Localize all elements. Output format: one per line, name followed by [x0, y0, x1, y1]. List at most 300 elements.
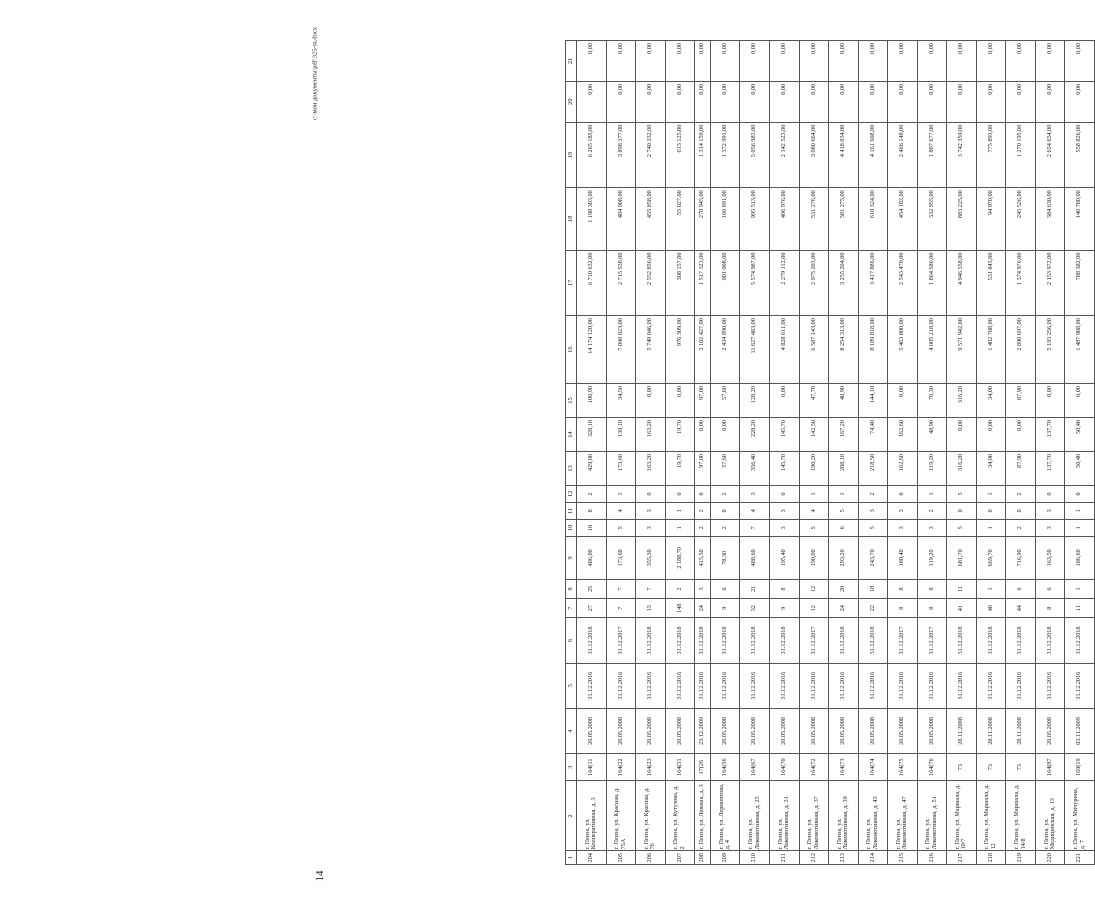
address-cell: г. Пенза, ул. Леваша, д. 3: [695, 781, 711, 851]
table-cell: 1: [665, 519, 695, 536]
table-cell: 3: [695, 579, 711, 598]
table-cell: 119,20: [917, 536, 947, 579]
table-cell: 139,10: [606, 418, 636, 452]
table-cell: 20.05.2008: [665, 708, 695, 753]
table-cell: 316,20: [947, 451, 977, 485]
table-cell: 164(76: [917, 754, 947, 781]
table-cell: 215: [888, 851, 918, 865]
table-cell: 24: [695, 599, 711, 618]
address-cell: г. Пенза, ул. Локомотивная, д. 51: [917, 781, 947, 851]
table-cell: 0,00: [858, 41, 888, 82]
table-cell: 1: [829, 485, 859, 502]
table-cell: 2: [710, 519, 740, 536]
column-header: 9: [566, 536, 577, 579]
table-cell: 0: [695, 485, 711, 502]
table-cell: 2: [917, 502, 947, 519]
table-cell: 142,50: [799, 418, 829, 452]
table-cell: 31.12.2018: [577, 618, 607, 663]
table-cell: 8 189 818,00: [858, 316, 888, 384]
table-cell: 164(67: [740, 754, 770, 781]
table-cell: 6 710 632,00: [577, 250, 607, 316]
table-cell: 0,00: [577, 41, 607, 82]
table-cell: 384 630,00: [1035, 188, 1065, 250]
table-cell: 2 552 856,00: [636, 250, 666, 316]
table-cell: 73: [1006, 754, 1036, 781]
table-cell: 31.12.2016: [636, 663, 666, 708]
table-cell: 57,60: [710, 384, 740, 418]
register-table: [565, 40, 1095, 865]
table-cell: 20: [829, 579, 859, 598]
table-cell: 8: [888, 599, 918, 618]
table-cell: 31.12.2018: [1065, 618, 1095, 663]
table-cell: 0,00: [1006, 81, 1036, 122]
column-header: 12: [566, 485, 577, 502]
table-cell: 4 418 034,00: [829, 122, 859, 188]
table-cell: 0,00: [799, 41, 829, 82]
table-cell: 2: [577, 485, 607, 502]
table-cell: 0,00: [1006, 418, 1036, 452]
column-header: 6: [566, 618, 577, 663]
table-cell: 1 402 708,00: [976, 316, 1006, 384]
table-cell: 270 945,00: [695, 188, 711, 250]
table-cell: 1: [665, 502, 695, 519]
table-cell: 2 153 972,00: [1035, 250, 1065, 316]
table-cell: 0,00: [917, 81, 947, 122]
table-cell: 140 780,00: [1065, 188, 1095, 250]
table-cell: 0,00: [770, 384, 800, 418]
table-cell: 0,00: [1006, 41, 1036, 82]
table-cell: 31.12.2016: [947, 663, 977, 708]
table-cell: 0,00: [829, 81, 859, 122]
table-cell: 34,50: [606, 384, 636, 418]
table-cell: 119,20: [917, 451, 947, 485]
address-cell: г. Пенза, ул. Локомотивная, д. 47: [888, 781, 918, 851]
table-row: [665, 41, 695, 865]
table-row: [606, 41, 636, 865]
table-cell: 03.11.2009: [1065, 708, 1095, 753]
table-cell: 1: [976, 519, 1006, 536]
table-cell: 78,30: [710, 536, 740, 579]
table-cell: 0: [947, 502, 977, 519]
column-header: 21: [566, 41, 577, 82]
table-cell: 2 740 332,00: [636, 122, 666, 188]
table-cell: 160 891,00: [710, 188, 740, 250]
table-cell: 0: [1065, 485, 1095, 502]
table-cell: 0: [665, 485, 695, 502]
table-cell: 40: [976, 599, 1006, 618]
table-cell: 207: [665, 851, 695, 865]
table-cell: 100,90: [577, 384, 607, 418]
table-cell: 3: [858, 502, 888, 519]
table-cell: 7: [606, 599, 636, 618]
table-cell: 190,20: [799, 451, 829, 485]
table-row: [799, 41, 829, 865]
table-cell: 1 487 988,00: [1065, 316, 1095, 384]
table-cell: 0,00: [606, 81, 636, 122]
table-cell: 2 466 148,00: [888, 122, 918, 188]
table-cell: 3: [636, 502, 666, 519]
table-cell: 204: [577, 851, 607, 865]
table-cell: 1 314 159,00: [695, 122, 711, 188]
table-cell: 94 970,00: [976, 188, 1006, 250]
table-cell: 167,20: [829, 418, 859, 452]
table-cell: 5: [799, 519, 829, 536]
table-row: [577, 41, 607, 865]
table-cell: 31.12.2016: [888, 663, 918, 708]
table-cell: 2: [665, 579, 695, 598]
table-cell: 3 255 204,00: [829, 250, 859, 316]
table-cell: 20.05.2008: [577, 708, 607, 753]
table-cell: 20.05.2008: [888, 708, 918, 753]
address-cell: г. Пенза, ул. Локомотивная, д. 39: [829, 781, 859, 851]
table-cell: 1 807 677,00: [917, 122, 947, 188]
table-cell: 531 845,00: [976, 250, 1006, 316]
table-cell: 7 098 823,00: [606, 316, 636, 384]
table-cell: 5 574 987,00: [740, 250, 770, 316]
table-cell: 11: [1065, 599, 1095, 618]
table-cell: 328,10: [577, 418, 607, 452]
table-cell: 31.12.2018: [1035, 618, 1065, 663]
table-cell: 208: [695, 851, 711, 865]
table-cell: 31.12.2018: [1006, 618, 1036, 663]
table-cell: 31.12.2016: [917, 663, 947, 708]
column-header: 17: [566, 250, 577, 316]
table-cell: 9: [770, 599, 800, 618]
page-number: 14: [314, 870, 326, 882]
table-cell: 0,00: [695, 81, 711, 122]
table-cell: 218: [976, 851, 1006, 865]
table-cell: 31.12.2016: [858, 663, 888, 708]
table-cell: 6 587 143,00: [799, 316, 829, 384]
table-header-row: [566, 41, 577, 865]
table-cell: 31.12.2016: [829, 663, 859, 708]
table-cell: 1: [606, 485, 636, 502]
table-cell: 148: [665, 599, 695, 618]
table-cell: 4 005 218,00: [917, 316, 947, 384]
table-cell: 8: [577, 502, 607, 519]
table-cell: 7: [740, 519, 770, 536]
table-cell: 41: [947, 599, 977, 618]
table-cell: 2: [695, 502, 711, 519]
table-cell: 31.12.2018: [829, 618, 859, 663]
table-cell: 17(26: [695, 754, 711, 781]
table-cell: 137,70: [1035, 451, 1065, 485]
table-cell: 50,40: [1065, 451, 1095, 485]
table-cell: 57,60: [710, 451, 740, 485]
table-cell: 2: [695, 519, 711, 536]
table-cell: 716,90: [1006, 536, 1036, 579]
table-cell: 5: [947, 519, 977, 536]
address-cell: г. Пенза, ул. Мичурина, д. 7: [1065, 781, 1095, 851]
table-cell: 2: [858, 485, 888, 502]
table-cell: 228,20: [740, 418, 770, 452]
table-cell: 2 890 697,00: [1006, 316, 1036, 384]
table-cell: 28.11.2008: [947, 708, 977, 753]
address-cell: г. Пенза, ул. Лермонтова, д. 4: [710, 781, 740, 851]
table-cell: 28.11.2008: [976, 708, 1006, 753]
table-cell: 0,00: [1035, 41, 1065, 82]
table-cell: 0,00: [665, 384, 695, 418]
table-cell: 20.05.2008: [710, 708, 740, 753]
table-cell: 531 276,00: [799, 188, 829, 250]
table-cell: 34,00: [976, 384, 1006, 418]
table-row: [695, 41, 711, 865]
table-cell: 0,00: [770, 41, 800, 82]
table-cell: 34,00: [976, 451, 1006, 485]
table-cell: 0,00: [710, 41, 740, 82]
table-cell: 0: [636, 485, 666, 502]
table-cell: 15: [636, 599, 666, 618]
address-cell: г. Пенза, ул. Кутузова, д. 2: [665, 781, 695, 851]
table-cell: 454 182,00: [888, 188, 918, 250]
table-cell: 31.12.2016: [606, 663, 636, 708]
table-cell: 190,00: [799, 536, 829, 579]
column-header: 13: [566, 451, 577, 485]
table-row: [1065, 41, 1095, 865]
table-cell: 169(19: [1065, 754, 1095, 781]
column-header: 4: [566, 708, 577, 753]
table-cell: 209: [710, 851, 740, 865]
table-cell: 20.05.2008: [799, 708, 829, 753]
table-cell: 6: [829, 519, 859, 536]
table-cell: 788 382,00: [1065, 250, 1095, 316]
table-cell: 308 157,00: [665, 250, 695, 316]
table-cell: 12: [799, 599, 829, 618]
table-cell: 14 174 120,00: [577, 316, 607, 384]
table-cell: 145,70: [770, 451, 800, 485]
table-cell: 31.12.2018: [695, 618, 711, 663]
table-cell: 8 254 313,00: [829, 316, 859, 384]
table-cell: 0: [710, 502, 740, 519]
table-cell: 1: [799, 485, 829, 502]
table-cell: 195,40: [770, 536, 800, 579]
table-cell: 164(70: [770, 754, 800, 781]
table-cell: 0,00: [770, 81, 800, 122]
table-cell: 0,00: [740, 41, 770, 82]
table-cell: 0,00: [636, 81, 666, 122]
table-cell: 163,20: [636, 418, 666, 452]
table-cell: 8: [917, 579, 947, 598]
address-cell: г. Пенза, ул. Локомотивная, д. 31: [770, 781, 800, 851]
table-cell: 12: [799, 579, 829, 598]
table-cell: 164(74: [858, 754, 888, 781]
table-row: [770, 41, 800, 865]
table-cell: 4 828 611,00: [770, 316, 800, 384]
table-cell: 164(23: [636, 754, 666, 781]
table-cell: 210: [740, 851, 770, 865]
table-cell: 31.12.2016: [577, 663, 607, 708]
table-cell: 5 193 256,00: [1035, 316, 1065, 384]
table-cell: 0,00: [606, 41, 636, 82]
table-cell: 164(75: [888, 754, 918, 781]
table-row: [976, 41, 1006, 865]
table-cell: 7: [636, 579, 666, 598]
table-cell: 613 125,00: [665, 122, 695, 188]
table-cell: 1: [1065, 519, 1095, 536]
footer-file-path: c:\мои документы\pdf\325-m.docx: [311, 27, 319, 120]
table-cell: 0,00: [665, 41, 695, 82]
table-cell: 995 513,00: [740, 188, 770, 250]
table-cell: 681,70: [947, 536, 977, 579]
table-cell: 0,00: [947, 41, 977, 82]
table-cell: 164(11: [577, 754, 607, 781]
table-cell: 6: [1006, 579, 1036, 598]
table-cell: 5: [858, 519, 888, 536]
table-cell: 128,20: [740, 384, 770, 418]
table-cell: 406 976,00: [770, 188, 800, 250]
table-cell: 0,00: [1035, 384, 1065, 418]
table-cell: 1 517 323,00: [695, 250, 711, 316]
table-cell: 0,00: [1065, 41, 1095, 82]
table-row: [858, 41, 888, 865]
table-cell: 3: [1035, 519, 1065, 536]
table-cell: 27: [577, 599, 607, 618]
table-cell: 0,00: [976, 418, 1006, 452]
table-cell: 3: [770, 502, 800, 519]
table-cell: 8: [917, 599, 947, 618]
table-cell: 0,00: [829, 41, 859, 82]
table-cell: 97,00: [695, 384, 711, 418]
table-cell: 31.12.2018: [636, 618, 666, 663]
table-cell: 20.05.2008: [917, 708, 947, 753]
table-cell: 31.12.2016: [740, 663, 770, 708]
table-cell: 0,00: [740, 81, 770, 122]
table-cell: 0,00: [710, 418, 740, 452]
table-cell: 2 715 538,00: [606, 250, 636, 316]
table-cell: 316,20: [947, 384, 977, 418]
table-cell: 22: [858, 599, 888, 618]
table-cell: 0,00: [976, 41, 1006, 82]
table-cell: 50,40: [1065, 418, 1095, 452]
table-cell: 11: [947, 579, 977, 598]
column-header: 16: [566, 316, 577, 384]
table-cell: 0,00: [917, 41, 947, 82]
table-cell: 3: [917, 519, 947, 536]
table-cell: 581 275,00: [829, 188, 859, 250]
table-cell: 0,00: [636, 41, 666, 82]
table-cell: 2 279 112,00: [770, 250, 800, 316]
column-header: 14: [566, 418, 577, 452]
table-cell: 1 372 991,00: [710, 122, 740, 188]
table-cell: 20.05.2008: [858, 708, 888, 753]
table-cell: 669,70: [976, 536, 1006, 579]
table-cell: 332 955,00: [917, 188, 947, 250]
table-cell: 173,60: [606, 536, 636, 579]
table-cell: 775 893,00: [976, 122, 1006, 188]
table-cell: 4: [606, 502, 636, 519]
table-cell: 415,50: [695, 536, 711, 579]
address-cell: г. Пенза, ул. Локомотивная, д. 37: [799, 781, 829, 851]
table-cell: 11 627 483,00: [740, 316, 770, 384]
table-cell: 74,40: [858, 418, 888, 452]
table-cell: 1 198 303,00: [577, 188, 607, 250]
table-cell: 0,00: [577, 81, 607, 122]
table-cell: 2: [710, 485, 740, 502]
table-cell: 5: [947, 485, 977, 502]
table-cell: 205: [606, 851, 636, 865]
table-cell: 173,60: [606, 451, 636, 485]
table-cell: 31.12.2016: [1035, 663, 1065, 708]
table-cell: 47,70: [799, 384, 829, 418]
table-cell: 162,60: [888, 451, 918, 485]
table-row: [740, 41, 770, 865]
table-cell: 1: [1065, 502, 1095, 519]
address-cell: г. Пенза, ул. Локомотивная, д. 25: [740, 781, 770, 851]
address-cell: г. Пенза, ул. Маршала, д. 10/7: [947, 781, 977, 851]
table-cell: 213: [829, 851, 859, 865]
column-header: 10: [566, 519, 577, 536]
table-cell: 8: [1035, 599, 1065, 618]
table-cell: 8: [770, 579, 800, 598]
table-cell: 31.12.2018: [947, 618, 977, 663]
table-cell: 3 417 886,00: [858, 250, 888, 316]
table-cell: 6 265 185,00: [577, 122, 607, 188]
table-cell: 220: [1035, 851, 1065, 865]
table-cell: 186,60: [1065, 536, 1095, 579]
table-cell: 2: [1006, 485, 1036, 502]
table-cell: 0,00: [710, 81, 740, 122]
table-cell: 2 434 890,00: [710, 316, 740, 384]
table-cell: 4: [740, 502, 770, 519]
table-cell: 486,00: [577, 536, 607, 579]
table-cell: 4 946 358,00: [947, 250, 977, 316]
table-cell: 164(73: [829, 754, 859, 781]
table-cell: 4: [799, 502, 829, 519]
table-cell: 221: [1065, 851, 1095, 865]
table-cell: 3: [1035, 502, 1065, 519]
table-cell: 31.12.2018: [665, 618, 695, 663]
table-cell: 5: [829, 502, 859, 519]
table-cell: 31.12.2017: [888, 618, 918, 663]
table-cell: 0,00: [858, 81, 888, 122]
table-cell: 164(72: [799, 754, 829, 781]
table-cell: 3: [888, 519, 918, 536]
table-cell: 3 102 427,00: [695, 316, 711, 384]
address-cell: г. Пенза, ул. Красная, д. 76: [636, 781, 666, 851]
table-cell: 901 008,00: [710, 250, 740, 316]
table-cell: 9 571 942,00: [947, 316, 977, 384]
table-cell: 2 654 654,00: [1035, 122, 1065, 188]
table-cell: 6: [1035, 579, 1065, 598]
table-cell: 5 056 983,00: [740, 122, 770, 188]
column-header: 19: [566, 122, 577, 188]
table-cell: 40,90: [829, 384, 859, 418]
column-header: 2: [566, 781, 577, 851]
table-cell: 31.12.2016: [976, 663, 1006, 708]
table-cell: 31.12.2016: [799, 663, 829, 708]
table-cell: 218,50: [858, 451, 888, 485]
table-row: [636, 41, 666, 865]
column-header: 18: [566, 188, 577, 250]
table-cell: 0,00: [947, 81, 977, 122]
table-cell: 0,00: [888, 81, 918, 122]
table-cell: 20.05.2008: [770, 708, 800, 753]
table-cell: 10: [577, 519, 607, 536]
table-cell: 0,00: [695, 41, 711, 82]
table-cell: 206: [636, 851, 666, 865]
table-cell: 3: [740, 485, 770, 502]
table-cell: 97,00: [695, 451, 711, 485]
table-cell: 164(22: [606, 754, 636, 781]
address-cell: г. Пенза, ул. Локомотивная, д. 43: [858, 781, 888, 851]
table-cell: 31.12.2016: [1006, 663, 1036, 708]
table-cell: 31.12.2018: [770, 618, 800, 663]
table-cell: 180,40: [888, 536, 918, 579]
table-cell: 144,10: [858, 384, 888, 418]
table-cell: 0,00: [888, 41, 918, 82]
table-cell: 164(31: [665, 754, 695, 781]
table-cell: 44: [1006, 599, 1036, 618]
